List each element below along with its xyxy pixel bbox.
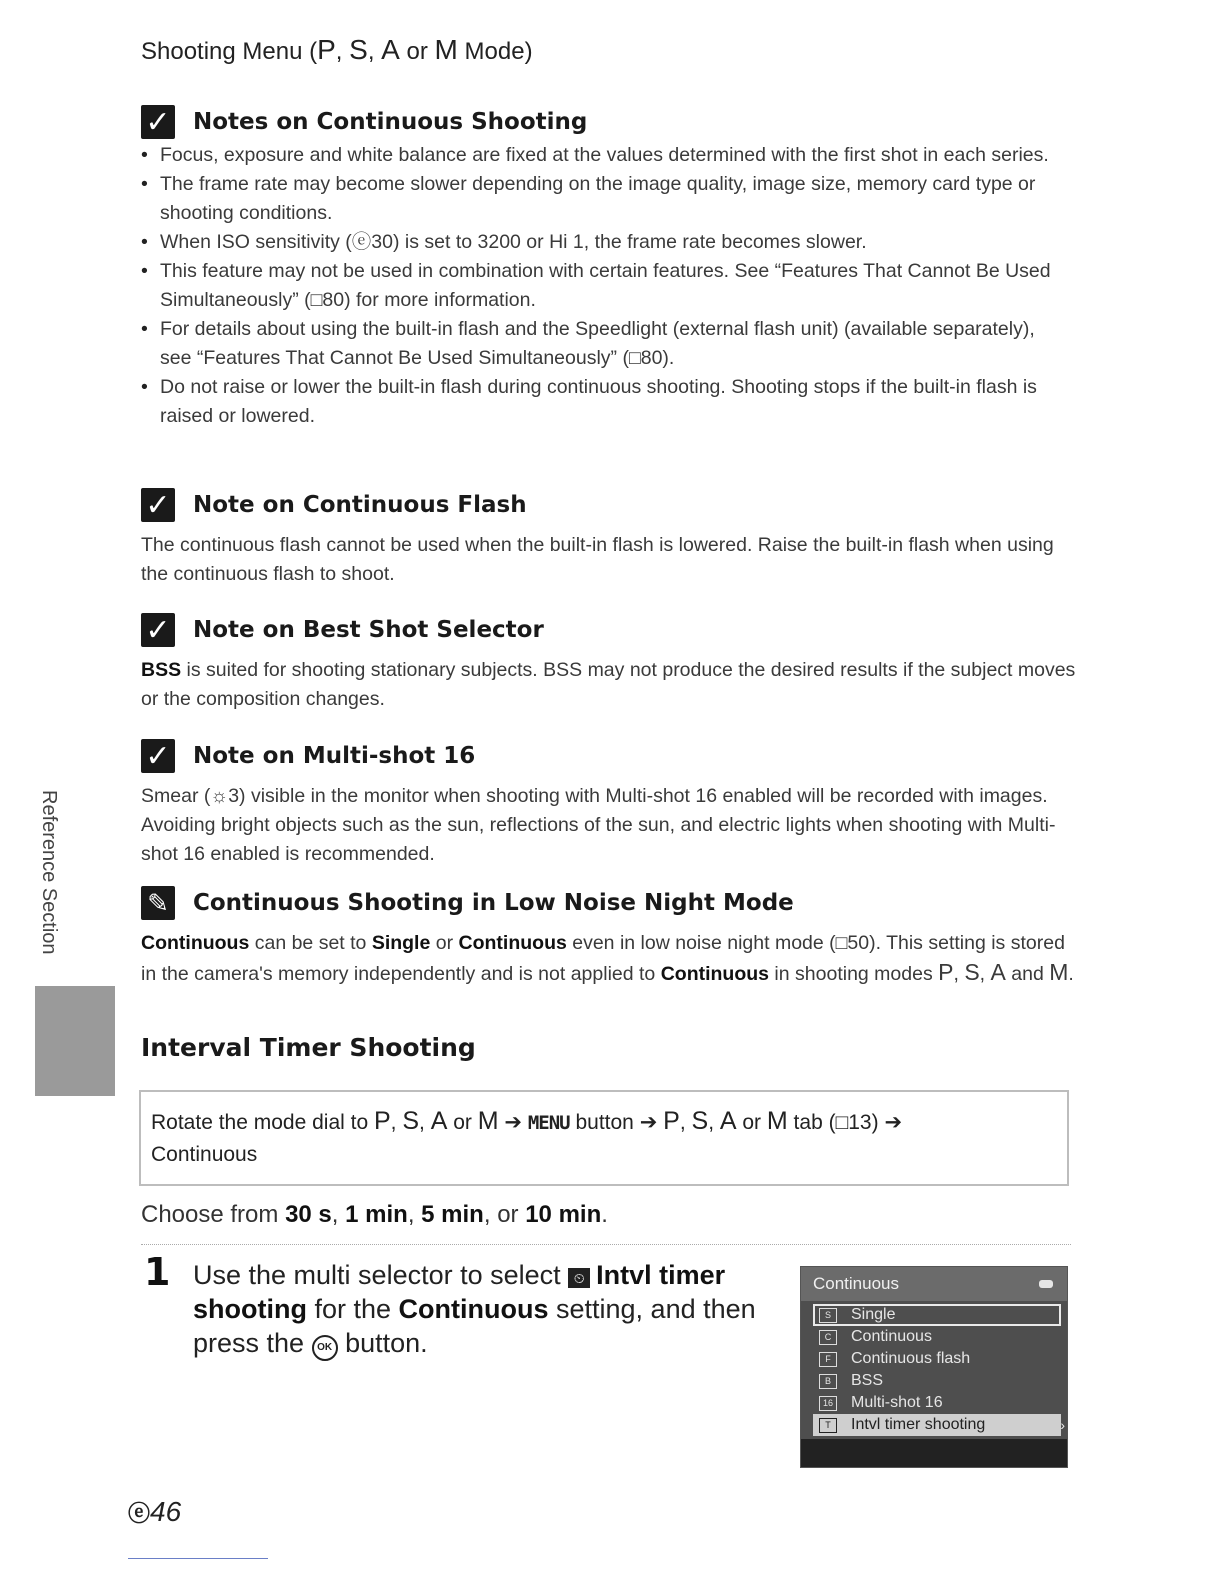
mode-m: M: [477, 1107, 499, 1135]
mode-p: P: [317, 34, 336, 65]
continuous-term: Continuous: [398, 1294, 549, 1324]
text-run: or: [497, 1201, 519, 1228]
side-tab-marker: [35, 986, 115, 1096]
menu-item-intvl-timer[interactable]: [813, 1414, 1061, 1436]
divider: [141, 1244, 1071, 1245]
page-number-value: 46: [150, 1496, 182, 1527]
text-run: tab (□13): [787, 1111, 885, 1134]
text-run: can be set to: [249, 932, 372, 954]
text-run: ,: [953, 963, 965, 985]
choose-options: Choose from 30 s, 1 min, 5 min, or 10 min.: [141, 1201, 608, 1228]
notes-continuous-heading: [141, 102, 587, 142]
mode-m: M: [1049, 959, 1069, 985]
reference-icon: ⓔ: [128, 1501, 151, 1526]
ok-button-icon: OK: [312, 1335, 338, 1361]
single-term: Single: [371, 932, 431, 954]
text-run: or: [447, 1111, 478, 1134]
list-item: • For details about using the built-in flash and the Speedlight (external flash unit) (available separately), see “Features That Cannot Be Used Simultaneously” (□80).: [141, 315, 1071, 373]
note-title: Continuous Shooting in Low Noise Night Mode: [193, 890, 794, 916]
text-run: .: [1068, 963, 1074, 985]
text-run: Use the multi selector to select: [193, 1260, 569, 1290]
continuous-term: Continuous: [458, 932, 567, 954]
mode-s: S: [964, 959, 980, 985]
text-run: ,: [419, 1111, 431, 1134]
mode-s: S: [691, 1107, 709, 1135]
mode-p: P: [373, 1107, 391, 1135]
menu-item-single[interactable]: [813, 1304, 1061, 1326]
note-lownoise-text: [141, 929, 1076, 989]
mode-m: M: [766, 1107, 788, 1135]
page-number: [128, 1496, 181, 1528]
menu-item-label: Multi-shot 16: [851, 1394, 943, 1411]
text-run: in shooting modes: [769, 963, 939, 985]
note-lownoise-heading: [141, 883, 794, 923]
check-note-icon: ✓: [141, 105, 175, 139]
side-label-text: Reference Section: [38, 790, 60, 955]
text-run: ,: [390, 1111, 403, 1134]
header-sep: ,: [335, 38, 350, 65]
step-number: 1: [144, 1250, 171, 1294]
mode-a: A: [381, 34, 400, 65]
note-title: Note on Continuous Flash: [193, 492, 527, 518]
list-item: • The frame rate may become slower depending on the image quality, image size, memory card type or shooting conditions.: [141, 170, 1071, 228]
check-note-icon: ✓: [141, 739, 175, 773]
text-run: or: [430, 932, 459, 954]
list-item: • Do not raise or lower the built-in flash during continuous shooting. Shooting stops if the built-in flash is raised or lowered.: [141, 373, 1071, 431]
text-run: ,: [979, 963, 991, 985]
bss-term: BSS: [141, 659, 182, 681]
list-item: • This feature may not be used in combination with certain features. See “Features That Cannot Be Used Simultaneously” (□80) for more information.: [141, 257, 1071, 315]
note-multishot-heading: [141, 736, 475, 776]
menu-item-label: BSS: [851, 1372, 884, 1389]
header-suffix: Mode): [457, 38, 533, 65]
continuous-icon: C: [819, 1330, 837, 1345]
text-run: button.: [337, 1328, 428, 1358]
menu-item-label: Intvl timer shooting: [851, 1416, 986, 1433]
navigation-box: [139, 1090, 1069, 1186]
list-item: • Focus, exposure and white balance are fixed at the values determined with the first shot in each series.: [141, 141, 1071, 170]
screen-title-label: Continuous: [813, 1274, 900, 1293]
arrow-right-icon: ➔: [504, 1111, 523, 1134]
menu-item-continuous-flash[interactable]: [801, 1348, 1067, 1370]
text-run: ,: [679, 1111, 692, 1134]
note-title: Note on Multi-shot 16: [193, 743, 476, 769]
mode-m: M: [434, 34, 458, 65]
continuous-label: Continuous: [151, 1143, 258, 1166]
text-run: ,: [708, 1111, 720, 1134]
mode-a: A: [719, 1107, 737, 1135]
arrow-right-icon: ➔: [639, 1111, 658, 1134]
screen-menu-list: [801, 1301, 1067, 1439]
intvl-timer-term: Intvl timer shooting: [193, 1260, 726, 1324]
section-title: Interval Timer Shooting: [141, 1033, 476, 1062]
check-note-icon: ✓: [141, 488, 175, 522]
header-sep: ,: [367, 38, 382, 65]
header-prefix: Shooting Menu (: [141, 38, 318, 65]
multishot-icon: 16: [819, 1396, 837, 1411]
text-run: and: [1005, 963, 1050, 985]
note-title: Notes on Continuous Shooting: [193, 109, 588, 135]
note-flash-text: The continuous flash cannot be used when the built-in flash is lowered. Raise the built-in flash when using the continuous flash to shoot.: [141, 534, 1054, 585]
mode-s: S: [402, 1107, 420, 1135]
text-run: button: [569, 1111, 640, 1134]
menu-button-glyph: MENU: [527, 1112, 570, 1134]
note-bss-text: [141, 656, 1076, 714]
text-run: Choose from: [141, 1201, 286, 1228]
page-header: [141, 34, 533, 66]
header-or: or: [399, 38, 435, 65]
option-5min: 5 min: [421, 1201, 484, 1228]
check-note-icon: ✓: [141, 613, 175, 647]
notes-continuous-list: [141, 141, 1071, 431]
mode-p: P: [938, 959, 954, 985]
option-10min: 10 min: [525, 1201, 602, 1228]
timer-icon: T: [819, 1418, 837, 1433]
note-bss-heading: [141, 610, 544, 650]
mode-a: A: [990, 959, 1006, 985]
continuous-term: Continuous: [141, 932, 250, 954]
single-frame-icon: S: [819, 1308, 837, 1323]
menu-item-label: Single: [851, 1306, 896, 1323]
text-run: setting, and then press the: [193, 1294, 756, 1358]
bss-icon: B: [819, 1374, 837, 1389]
note-bss-body: is suited for shooting stationary subjects. BSS may not produce the desired results if the subject moves or the composition changes.: [141, 659, 1076, 710]
menu-item-bss[interactable]: [801, 1370, 1067, 1392]
note-title: Note on Best Shot Selector: [193, 617, 544, 643]
text-run: or: [736, 1111, 767, 1134]
continuous-term: Continuous: [660, 963, 770, 985]
mode-s: S: [349, 34, 368, 65]
camera-menu-screen: [800, 1266, 1068, 1468]
option-1min: 1 min: [345, 1201, 408, 1228]
menu-item-label: Continuous: [851, 1328, 932, 1345]
mode-a: A: [430, 1107, 448, 1135]
menu-item-label: Continuous flash: [851, 1350, 971, 1367]
text-run: even in low noise night mode (□50). This setting is stored in the camera's memory independently and is not applied to: [141, 932, 1065, 985]
menu-item-multishot[interactable]: [801, 1392, 1067, 1414]
continuous-flash-icon: F: [819, 1352, 837, 1367]
footer-rule: [128, 1558, 268, 1559]
mode-p: P: [663, 1107, 680, 1135]
screen-title: [801, 1267, 1067, 1301]
battery-icon: [1039, 1280, 1053, 1288]
note-multishot-text: Smear (☼3) visible in the monitor when shooting with Multi-shot 16 enabled will be recorded with images. Avoiding bright objects such as the sun, reflections of the sun, and electric lights when shooting with Multi-shot 16 enabled is recommended.: [141, 785, 1056, 865]
arrow-right-icon: ➔: [884, 1111, 903, 1134]
menu-item-continuous[interactable]: [801, 1326, 1067, 1348]
list-item: • When ISO sensitivity (ⓔ30) is set to 3200 or Hi 1, the frame rate becomes slower.: [141, 228, 1071, 257]
step-text: [193, 1258, 783, 1361]
text-run: for the: [306, 1294, 399, 1324]
timer-icon: ⏲: [568, 1268, 590, 1288]
option-30s: 30 s: [285, 1201, 332, 1228]
pencil-note-icon: ✎: [141, 886, 175, 920]
note-flash-heading: [141, 485, 527, 525]
text-run: Rotate the mode dial to: [151, 1111, 374, 1134]
